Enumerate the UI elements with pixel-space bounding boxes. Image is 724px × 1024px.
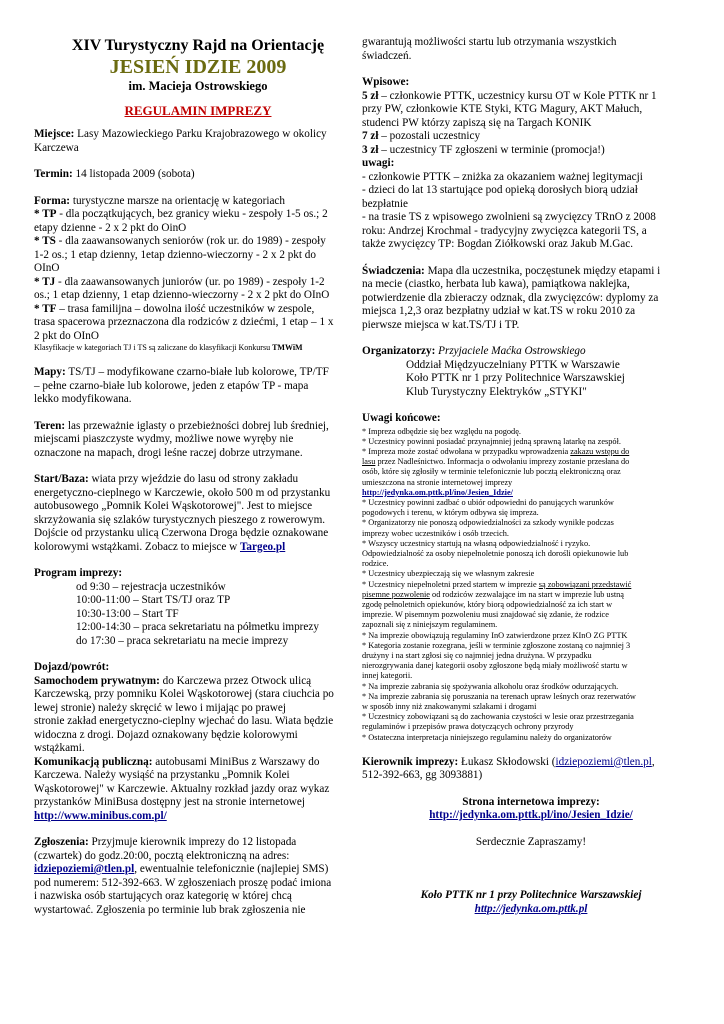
tf-text: 2 pkt do OInO: [34, 329, 99, 342]
organizer-item: Oddział Międzyuczelniany PTTK w Warszawie: [406, 358, 620, 371]
registration-label: Zgłoszenia:: [34, 836, 89, 848]
note-underlined: są zobowiązani przedstawić: [538, 579, 632, 589]
fees-note: roku: Andrzej Krochmal - tradycyjny zwycięzca kategorii TS, a: [362, 224, 647, 237]
note-underlined: lasu: [362, 457, 376, 467]
note-line: * Wszyscy uczestnicy startują na własną odpowiedzialność i ryzyko.: [362, 538, 591, 548]
organizer-item: Klub Turystyczny Elektryków „STYKI": [406, 385, 587, 398]
start-text: wiata przy wjeździe do lasu od strony zakładu: [91, 473, 299, 485]
public-label: Komunikacją publiczną:: [34, 755, 153, 768]
organizers-label: Organizatorzy:: [362, 345, 436, 357]
car-text: do Karczewa przez Otwock ulicą: [162, 674, 312, 687]
benefits-text: potwierdzenie dla zbieraczy odznak, dla zwycięzców: dyplomy za: [362, 291, 659, 304]
benefits-text: miejsca 1,2,3 oraz bezpłatny udział w kat.TS w roku 2010 za: [362, 305, 636, 317]
program-label: Program imprezy:: [34, 567, 123, 579]
note-line: * Kategoria zostanie rozegrana, jeśli w terminie zgłoszone zostaną co najmniej 3: [362, 640, 631, 650]
public-text: przystanków MiniBusa dostępny jest na stronie internetowej: [34, 796, 305, 808]
maps-text: TS/TJ – modyfikowane czarno-białe lub kolorowe, TP/TF: [68, 366, 329, 378]
note-underlined: zakazu wstępu do: [570, 446, 630, 456]
targeo-link[interactable]: Targeo.pl: [239, 540, 286, 553]
organizers-section: [362, 345, 700, 399]
note-line: drużyny i na start zgłosi się co najmniej jedna drużyna. W przypadku: [362, 650, 592, 660]
fee-text: przy PW, członkowie KTE Styki, KTG Magury, AKT Małuch,: [362, 103, 643, 115]
footer-org: Koło PTTK nr 1 przy Politechnice Warszawskiej: [420, 889, 642, 902]
note-line: * Ostateczna interpretacja niniejszego regulaminu należy do organizatorów: [362, 732, 612, 742]
manager-name: Łukasz Skłodowski (: [461, 755, 556, 768]
form-section: [34, 195, 362, 354]
note-line: od rodziców zezwalające im na start w imprezie lub ustną: [432, 589, 624, 599]
note-line: pogodowych i terenu, w którym odbywa się impreza.: [362, 508, 539, 518]
tf-label: * TF: [34, 302, 57, 315]
start-text: autobusowego „Pomnik Kolei Wąskotorowej". Jest to miejsce: [34, 500, 313, 512]
note-line: imprezie. W pisemnym pozwoleniu musi znajdować się zdanie, że rodzice: [362, 610, 609, 620]
fee-text: – pozostali uczestnicy: [381, 130, 481, 142]
tp-text: etapy dzienne - 2 x 2 pkt do OinO: [34, 221, 187, 234]
start-label: Start/Baza:: [34, 473, 89, 485]
final-notes-label: Uwagi końcowe:: [362, 412, 441, 424]
tp-label: * TP: [34, 208, 57, 220]
registration-text: Przyjmuje kierownik imprezy do 12 listopada: [91, 836, 297, 848]
start-section: [34, 473, 362, 554]
access-section: [34, 661, 362, 823]
rules-title: REGULAMIN IMPREZY: [124, 103, 272, 118]
fees-label: Wpisowe:: [362, 76, 410, 88]
ts-text: 1-2 os.; 1 etap dzienny, 1etap dzienno-wieczorny - 2 x 2 pkt do: [34, 248, 316, 261]
memorial-subtitle: im. Macieja Ostrowskiego: [128, 79, 268, 93]
public-text: Wąskotorowej" w Karczewie. Aktualny rozkład jazdy oraz wykaz: [34, 782, 330, 795]
note-line: nierozgrywania danej kategorii osoby zgłoszone będą miały możliwość startu w: [362, 661, 628, 671]
benefits-text: pierwsze miejsca w kat.TS/TJ i TP.: [362, 318, 520, 331]
place-section: [34, 128, 362, 155]
manager-email-link[interactable]: idziepoziemi@tlen.pl: [555, 755, 652, 768]
program-item: 10:00-11:00 – Start TS/TJ oraz TP: [76, 594, 231, 606]
date-label: Termin:: [34, 168, 73, 180]
note-line: * Impreza może zostać odwołana w przypadku wprowadzenia: [362, 446, 569, 456]
terrain-text: oznaczone na mapach, drogi leśne raczej dobrze utrzymane.: [34, 446, 303, 459]
organizer-item: Koło PTTK nr 1 przy Politechnice Warszawskiej: [406, 372, 625, 384]
start-text: kolorowymi wstążkami. Zobacz to miejsce w: [34, 540, 238, 553]
event-title: XIV Turystyczny Rajd na Orientację: [71, 37, 325, 54]
tf-text: trasa spacerowa przeznaczona dla rodziców z dziećmi, 1 etap – 1 x: [34, 316, 334, 328]
registration-text: i nazwiska osób startujących oraz kategorię w której chcą: [34, 890, 292, 902]
tp-text: - dla początkujących, bez granicy wieku - zespoły 1-5 os.; 2: [59, 208, 328, 220]
public-text: Karczewa. Należy wysiąść na przystanku „Pomnik Kolei: [34, 769, 290, 781]
registration-email-link[interactable]: idziepoziemi@tlen.pl: [34, 863, 135, 875]
note-line: * Uczestnicy niepełnoletni przed startem w imprezie: [362, 579, 537, 589]
note-underlined: pisemne pozwolenie: [362, 589, 430, 599]
fees-note: - członkowie PTTK – zniżka za okazaniem ważnej legitymacji: [362, 170, 643, 183]
note-line: * Organizatorzy nie ponoszą odpowiedzialności za szkody wynikłe podczas: [362, 518, 614, 528]
public-text: autobusami MiniBus z Warszawy do: [155, 755, 320, 768]
closing-text: Serdecznie Zapraszamy!: [475, 835, 587, 848]
ts-text: OInO: [34, 262, 60, 274]
access-label: Dojazd/powrót:: [34, 661, 110, 673]
final-notes-section: [362, 412, 700, 743]
registration-text: , ewentualnie telefonicznie (najlepiej SMS): [134, 863, 329, 875]
program-section: [34, 567, 362, 648]
note-line: * Uczestnicy ubezpieczają się we własnym zakresie: [362, 569, 535, 579]
fees-note: także zwycięzcy TP: Bogdan Ziółkowski oraz Jakub M.Gac.: [362, 238, 634, 250]
tj-label: * TJ: [34, 275, 56, 288]
note-line: * Uczestnicy powinni zadbać o ubiór odpowiedni do panujących warunków: [362, 497, 614, 507]
car-text: widoczna z drogi. Dojazd oznakowany będzie kolorowymi: [34, 728, 298, 741]
benefits-text: Mapa dla uczestnika, poczęstunek między etapami i: [427, 264, 661, 277]
note-line: zgodę pełnoletnich opiekunów, który biorą odpowiedzialność za ich start w: [362, 599, 613, 609]
terrain-text: miejscami piaszczyste wydmy, możliwe nowe wyręby nie: [34, 433, 294, 445]
ts-label: * TS: [34, 235, 56, 247]
program-item: od 9:30 – rejestracja uczestników: [76, 580, 226, 593]
place-text: Karczewa: [34, 141, 79, 154]
start-text: Dojście od przystanku ulicą Czerwona Droga będzie oznakowane: [34, 527, 329, 539]
fee-text: – członkowie PTTK, uczestnicy kursu OT w Kole PTTK nr 1: [381, 89, 657, 102]
car-label: Samochodem prywatnym:: [34, 674, 160, 687]
fee-amount: 3 zł: [362, 143, 379, 156]
left-column: [34, 0, 362, 917]
website-section: [362, 796, 700, 823]
terrain-section: [34, 420, 362, 461]
fees-note: - dzieci do lat 13 startujące pod opieką dorosłych biorą udział: [362, 184, 638, 196]
program-item: do 17:30 – praca sekretariatu na mecie imprezy: [76, 634, 289, 647]
maps-label: Mapy:: [34, 366, 66, 378]
program-item: 10:30-13:00 – Start TF: [76, 607, 179, 620]
event-name: JESIEŃ IDZIE 2009: [109, 56, 287, 78]
form-label: Forma:: [34, 194, 71, 207]
note-line: w sposób inny niż znakowanymi szlakami i drogami: [362, 701, 537, 711]
note-line: * Na imprezie zabrania się poruszania na terenach upraw leśnych oraz rezerwatów: [362, 691, 636, 701]
right-column: [362, 0, 700, 916]
note-line: * Impreza odbędzie się bez względu na pogodę.: [362, 426, 521, 436]
note-line: innej kategorii.: [362, 671, 413, 681]
note-line: * Uczestnicy zobowiązani są do zachowania czystości w lesie oraz przestrzegania: [362, 712, 634, 722]
registration-continued: świadczeń.: [362, 49, 412, 62]
registration-text: pod numerem: 512-392-663. W zgłoszeniach proszę podać imiona: [34, 876, 332, 889]
tj-text: os.; 1 etap dzienny, 1 etap dzienno-wieczorny - 2 x 2 pkt do OInO: [34, 289, 330, 301]
terrain-text: las przeważnie iglasty o przebieżności dobrej lub średniej,: [67, 419, 329, 432]
note-line: imprezy wobec uczestników i osób trzecich.: [362, 528, 509, 538]
date-value: 14 listopada 2009 (sobota): [75, 168, 195, 180]
benefits-text: na mecie (ciastko, herbata lub kawa), pamiątkowa naklejka,: [362, 278, 630, 290]
fee-amount: 5 zł: [362, 89, 379, 102]
minibus-link[interactable]: http://www.minibus.com.pl/: [34, 809, 167, 822]
footer-link[interactable]: http://jedynka.om.pttk.pl: [474, 902, 588, 915]
note-line: Odpowiedzialność za osoby niepełnoletnie ponoszą ich dorośli opiekunowie lub: [362, 548, 629, 558]
note-line: regulaminów i przepisów prawa dotyczących ochrony przyrody: [362, 722, 574, 732]
maps-text: lekko modyfikowana.: [34, 393, 132, 405]
note-line: * Uczestnicy powinni posiadać przynajmniej jedną sprawną latarkę na zespół.: [362, 436, 621, 446]
note-line: * Na imprezie zabrania się spożywania alkoholu oraz środków odurzających.: [362, 681, 619, 691]
registration-section: [34, 836, 362, 917]
start-text: skrzyżowania się szlaków turystycznych pieszego z rowerowym.: [34, 513, 326, 526]
date-section: [34, 168, 362, 182]
car-text: Karczewską, przy pomniku Kolei Wąskotorowej (stara ciuchcia po: [34, 688, 334, 700]
start-text: energetyczno-cieplnego w Karczewie, około 500 m od przystanku: [34, 486, 331, 499]
note-line: przez Nadleśnictwo. Informacja o odwołaniu imprezy zostanie przesłana do: [377, 457, 630, 467]
organizers-first: Przyjaciele Maćka Ostrowskiego: [438, 345, 586, 357]
manager-phones: 512-392-663, gg 3093881): [362, 769, 483, 782]
fee-text: studenci PW którzy zapiszą się na Targach KONIK: [362, 116, 592, 129]
manager-comma: ,: [651, 755, 655, 768]
car-text: lewej stronie) należy skręcić w lewo i mijając po prawej: [34, 701, 286, 714]
classification-note: Klasyfikacje w kategoriach TJ i TS są zaliczane do klasyfikacji Konkursu: [34, 343, 271, 352]
classification-contest: TMWiM: [272, 343, 303, 352]
ts-text: - dla zaawansowanych seniorów (rok ur. do 1989) - zespoły: [58, 235, 326, 247]
fees-section: [362, 76, 700, 252]
form-text: turystyczne marsze na orientację w kategoriach: [72, 194, 285, 207]
note-line: osób, które się zgłosiły w terminie telefonicznie lub pocztą elektroniczną oraz: [362, 467, 621, 477]
benefits-section: [362, 265, 700, 333]
maps-section: [34, 366, 362, 407]
website-link[interactable]: http://jedynka.om.pttk.pl/ino/Jesien_Idzie/: [429, 809, 633, 822]
footer: [362, 889, 700, 916]
fee-text: – uczestnicy TF zgłoszeni w terminie (promocja!): [381, 143, 605, 156]
note-line: zapoznali się z niniejszym regulaminem.: [362, 620, 498, 630]
note-line: umieszczona na stronie internetowej imprezy: [362, 477, 513, 487]
note-line: * Na imprezie obowiązują regulaminy InO zatwierdzone przez KInO ZG PTTK: [362, 630, 628, 640]
manager-section: [362, 756, 700, 783]
registration-text: wystartować. Zgłoszenia po terminie lub brak zgłoszenia nie: [34, 903, 306, 916]
car-text: stronie zakład energetyczno-cieplny wjechać do lasu. Wiata będzie: [34, 715, 334, 727]
place-text: Lasy Mazowieckiego Parku Krajobrazowego w okolicy: [77, 128, 327, 140]
place-label: Miejsce:: [34, 128, 75, 140]
note-line: rodzice.: [362, 559, 389, 569]
registration-continued: gwarantują możliwości startu lub otrzymania wszystkich: [362, 36, 617, 48]
fees-note: bezpłatnie: [362, 197, 408, 210]
maps-text: – pełne czarno-białe lub kolorowe, jeden z etapów TP - mapa: [34, 379, 309, 392]
fees-note: - na trasie TS z wpisowego zwolnieni są zwycięzcy TRnO z 2008: [362, 211, 656, 223]
tf-text: – trasa familijna – dowolna ilość uczestników w zespole,: [59, 302, 315, 315]
fees-notes-label: uwagi:: [362, 157, 395, 169]
terrain-label: Teren:: [34, 419, 66, 432]
event-page-link[interactable]: http://jedynka.om.pttk.pl/ino/Jesien_Idzie/: [362, 487, 513, 497]
benefits-label: Świadczenia:: [362, 264, 425, 277]
website-label: Strona internetowa imprezy:: [462, 795, 600, 808]
fee-amount: 7 zł: [362, 130, 379, 142]
program-item: 12:00-14:30 – praca sekretariatu na półmetku imprezy: [76, 621, 319, 633]
car-text: wstążkami.: [34, 742, 85, 754]
manager-label: Kierownik imprezy:: [362, 755, 459, 768]
tj-text: - dla zaawansowanych juniorów (ur. po 1989) - zespoły 1-2: [58, 275, 325, 288]
registration-text: (czwartek) do godz.20:00, pocztą elektroniczną na adres:: [34, 849, 290, 862]
